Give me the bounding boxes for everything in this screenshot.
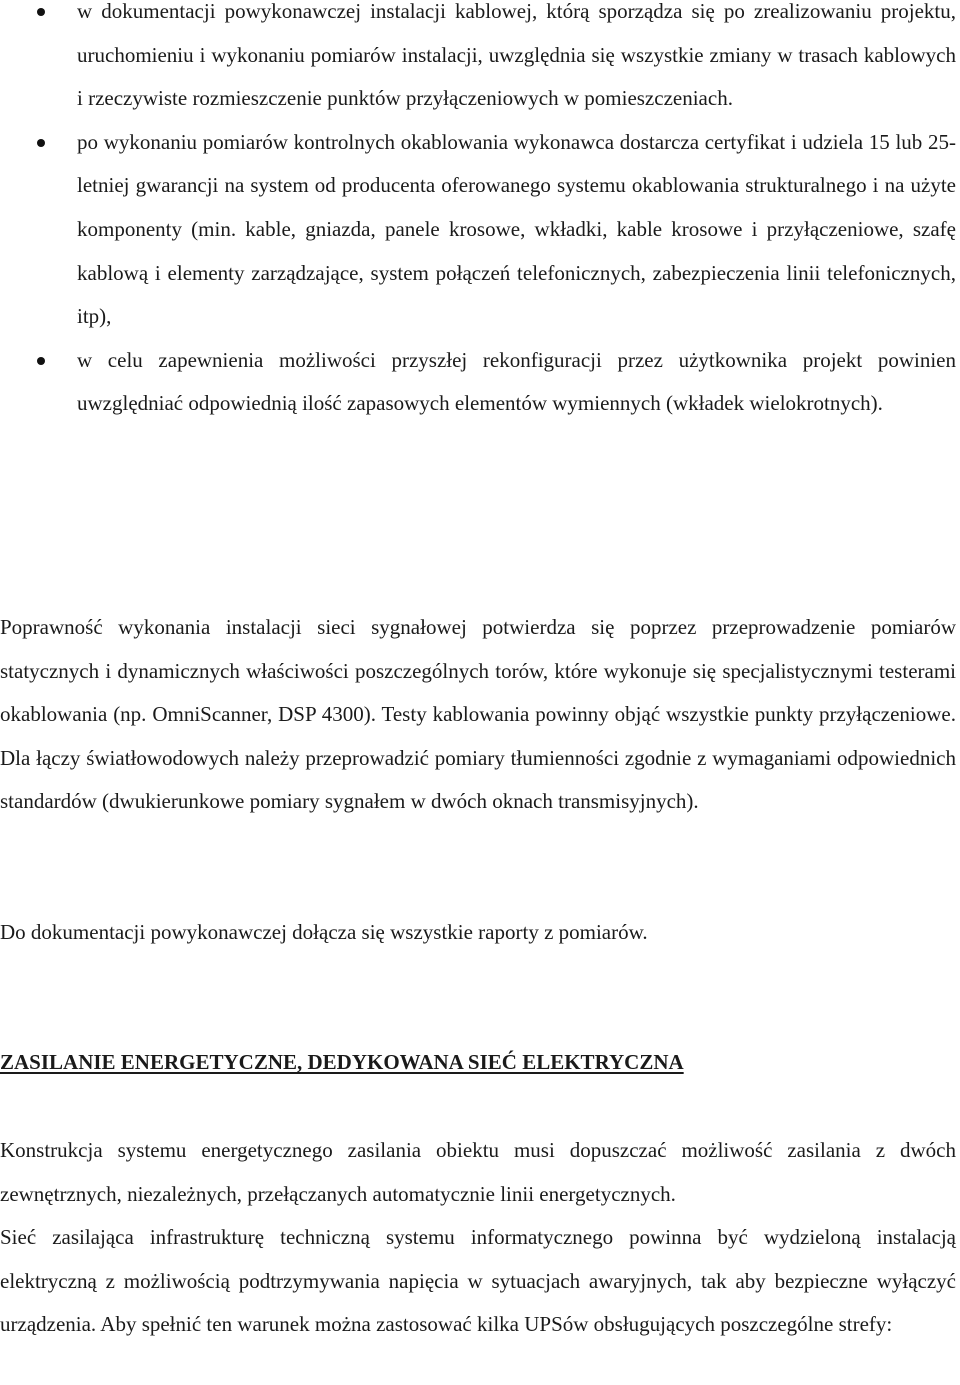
- bullet-icon: [37, 8, 45, 16]
- bullet-list: [0, 0, 956, 426]
- bullet-text: po wykonaniu pomiarów kontrolnych okablowania wykonawca dostarcza certyfikat i udziela 15 lub 25-letniej gwarancji na system od producenta oferowanego systemu okablowania strukturalnego i na użyte komponenty (min. kable, gniazda, panele krosowe, wkładki, kable krosowe i przyłączeniowe, szafę kablową i elementy zarządzające, system połączeń telefonicznych, zabezpieczenia linii telefonicznych, itp),: [77, 129, 956, 329]
- section-heading: ZASILANIE ENERGETYCZNE, DEDYKOWANA SIEĆ ELEKTRYCZNA: [0, 1050, 684, 1074]
- paragraph-power-network: Sieć zasilająca infrastrukturę techniczną systemu informatycznego powinna być wydzieloną instalacją elektryczną z możliwością podtrzymywania napięcia w sytuacjach awaryjnych, tak aby bezpieczne wyłączyć urządzenia. Aby spełnić ten warunek można zastosować kilka UPSów obsługujących poszczególne strefy:: [0, 1225, 956, 1337]
- bullet-icon: [37, 357, 45, 365]
- bullet-item-reconfiguration: [0, 339, 956, 426]
- bullet-text: w celu zapewnienia możliwości przyszłej rekonfiguracji przez użytkownika projekt powinien uwzględniać odpowiednią ilość zapasowych elementów wymiennych (wkładek wielokrotnych).: [77, 347, 956, 416]
- bullet-icon: [37, 139, 45, 147]
- paragraph-power-supply: Konstrukcja systemu energetycznego zasilania obiektu musi dopuszczać możliwość zasilania z dwóch zewnętrznych, niezależnych, przełączanych automatycznie linii energetycznych.: [0, 1138, 956, 1206]
- bullet-item-certificate: [0, 121, 956, 339]
- paragraph-reports: Do dokumentacji powykonawczej dołącza się wszystkie raporty z pomiarów.: [0, 920, 648, 944]
- bullet-text: w dokumentacji powykonawczej instalacji kablowej, którą sporządza się po zrealizowaniu projektu, uruchomieniu i wykonaniu pomiarów instalacji, uwzględnia się wszystkie zmiany w trasach kablowych i rzeczywiste rozmieszczenie punktów przyłączeniowych w pomieszczeniach.: [77, 0, 956, 111]
- paragraph-testing: Poprawność wykonania instalacji sieci sygnałowej potwierdza się poprzez przeprowadzenie pomiarów statycznych i dynamicznych właściwości poszczególnych torów, które wykonuje się specjalistycznymi testerami okablowania (np. OmniScanner, DSP 4300). Testy kablowania powinny objąć wszystkie punkty przyłączeniowe. Dla łączy światłowodowych należy przeprowadzić pomiary tłumienności zgodnie z wymaganiami odpowiednich standardów (dwukierunkowe pomiary sygnałem w dwóch oknach transmisyjnych).: [0, 615, 956, 814]
- bullet-item-documentation: [0, 0, 956, 121]
